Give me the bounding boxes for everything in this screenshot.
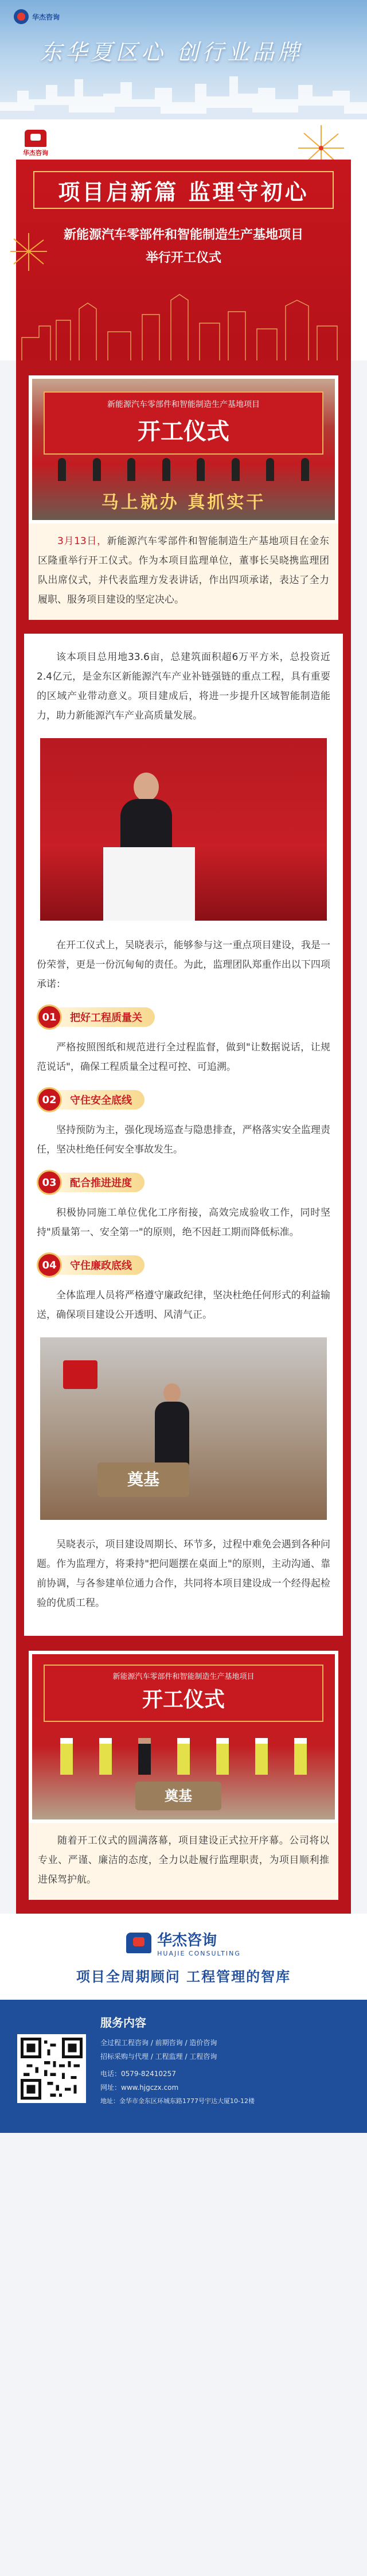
footer-contact [0,2000,367,2133]
group-photo [29,1651,338,1823]
lead-date: 3月13日， [57,536,107,547]
hero-red-panel [16,160,351,360]
lead-section [16,360,351,634]
paragraph-commitment-intro: 在开工仪式上，吴晓表示，能够参与这一重点项目建设，我是一份荣誉，更是一份沉甸甸的责任。为此，监理团队郑重作出以下四项承诺： [37,940,330,990]
closing-section [16,1636,351,1914]
photo-slogan: 马上就办 真抓实干 [101,492,266,513]
lead-text: 新能源汽车零部件和智能制造生产基地项目在金东区隆重举行开工仪式。作为本项目监理单位，董事长吴晓携监理团队出席仪式，并代表监理方发表讲话，作出四项承诺，表达了全力履职、服务项目建设的坚定决心。 [38,536,330,606]
city-skyline-icon [16,292,351,360]
backdrop-big-title: 开工仪式 [138,418,229,445]
closing-text: 随着开工仪式的圆满落幕，项目建设正式拉开序幕。公司将以专业、严谨、廉洁的态度，全力以赴履行监理职责，为项目顺利推进保驾护航。 [38,1835,329,1886]
paragraph-coordination: 吴晓表示，项目建设周期长、环节多，过程中难免会遇到各种问题。作为监理方，将秉持"把问题摆在桌面上"的原则，主动沟通、靠前协调，与各参建单位通力合作，共同将本项目建设成一个经得起检验的优质工程。 [37,1539,330,1609]
section-number-badge: 01 [37,1004,62,1030]
closing-paragraph [29,1823,338,1900]
podium [103,847,195,924]
section-number-badge: 02 [37,1087,62,1112]
section-title: 守住廉政底线 [54,1255,145,1275]
brand-mark-icon [25,130,46,147]
backdrop-big-title-2: 开工仪式 [142,1687,225,1712]
footer-brand [0,1914,367,2000]
subtitle-line-2: 举行开工仪式 [145,251,221,265]
footer-brand-en: HUAJIE CONSULTING [157,1949,241,1957]
stage-backdrop-2 [44,1665,323,1722]
speaker-photo [37,735,330,924]
service-title: 服务内容 [100,2016,146,2030]
section-01-text: 严格按照图纸和规范进行全过程监督，做到"让数据说话，让规范说话"，确保工程质量全过程可控、可追溯。 [37,1042,330,1073]
section-title: 守住安全底线 [54,1090,145,1109]
page-title: 项目启新篇 监理守初心 [58,179,309,205]
section-04-header [37,1252,330,1278]
section-03-header [37,1170,330,1195]
section-number-badge: 03 [37,1170,62,1195]
header-brand-logo [23,130,48,157]
brand-logo-small [14,9,60,24]
lead-paragraph [29,523,338,620]
groundbreaking-photo [37,1334,330,1523]
footer-info [100,2014,356,2108]
skyline-illustration [0,68,367,119]
contact-address: 地址：金华市金东区环城东路1777号宇达大厦10-12楼 [100,2097,255,2105]
header-brand-name: 华杰咨询 [23,149,48,157]
banner-slogan: 东华夏区心 创行业品牌 [40,40,303,65]
footer-tagline: 项目全周期顾问 工程管理的智库 [76,1968,291,1985]
section-01-header [37,1004,330,1030]
foundation-stone-2: 奠基 [135,1782,221,1810]
contact-website-link[interactable]: 网址：www.hjgczx.com [100,2084,179,2092]
workers-row [47,1735,320,1775]
brand-mark-icon [126,1933,151,1953]
footer-brand-logo [126,1929,241,1957]
contact-phone[interactable]: 电话：0579-82410257 [100,2070,176,2078]
backdrop-top-line-2: 新能源汽车零部件和智能制造生产基地项目 [112,1673,255,1681]
section-02-text: 坚持预防为主，强化现场巡查与隐患排查，严格落实安全监理责任，坚决杜绝任何安全事故发生。 [37,1124,330,1155]
qr-code-icon[interactable] [17,2034,86,2103]
top-banner [0,0,367,119]
section-03-text: 积极协同施工单位优化工序衔接，高效完成验收工作，同时坚持"质量第一、安全第一"的原则，绝不因赶工期而降低标准。 [37,1207,330,1238]
hero-title-frame [33,171,334,209]
ceremony-photo-1 [29,375,338,523]
service-line-2: 招标采购与代理 / 工程监理 / 工程咨询 [100,2053,217,2061]
header-panel [0,119,367,360]
brand-name-small: 华杰咨询 [32,13,60,21]
section-title: 把好工程质量关 [54,1007,155,1027]
section-02-header [37,1087,330,1112]
paragraph-project-overview: 该本项目总用地33.6亩，总建筑面积超6万平方米，总投资近2.4亿元，是金东区新能源汽车产业补链强链的重点工程，具有重要的区域产业带动意义。项目建成后，将进一步提升区域智能制造能力，助力新能源汽车产业高质量发展。 [37,651,330,721]
section-number-badge: 04 [37,1252,62,1278]
service-line-1: 全过程工程咨询 / 前期咨询 / 造价咨询 [100,2039,217,2047]
foundation-stone: 奠基 [97,1462,189,1497]
brand-mark-icon [14,9,29,24]
section-title: 配合推进进度 [54,1173,145,1192]
stage-backdrop [44,391,323,455]
page-subtitle [16,224,351,270]
fireworks-left-icon [6,228,52,274]
footer-brand-cn: 华杰咨询 [157,1931,217,1949]
backdrop-top-line: 新能源汽车零部件和智能制造生产基地项目 [107,400,260,409]
main-content [16,634,351,1636]
red-flag [63,1360,97,1389]
subtitle-line-1: 新能源汽车零部件和智能制造生产基地项目 [63,228,303,242]
people-row [45,457,322,481]
section-04-text: 全体监理人员将严格遵守廉政纪律，坚决杜绝任何形式的利益输送，确保项目建设公开透明、风清气正。 [37,1290,330,1321]
